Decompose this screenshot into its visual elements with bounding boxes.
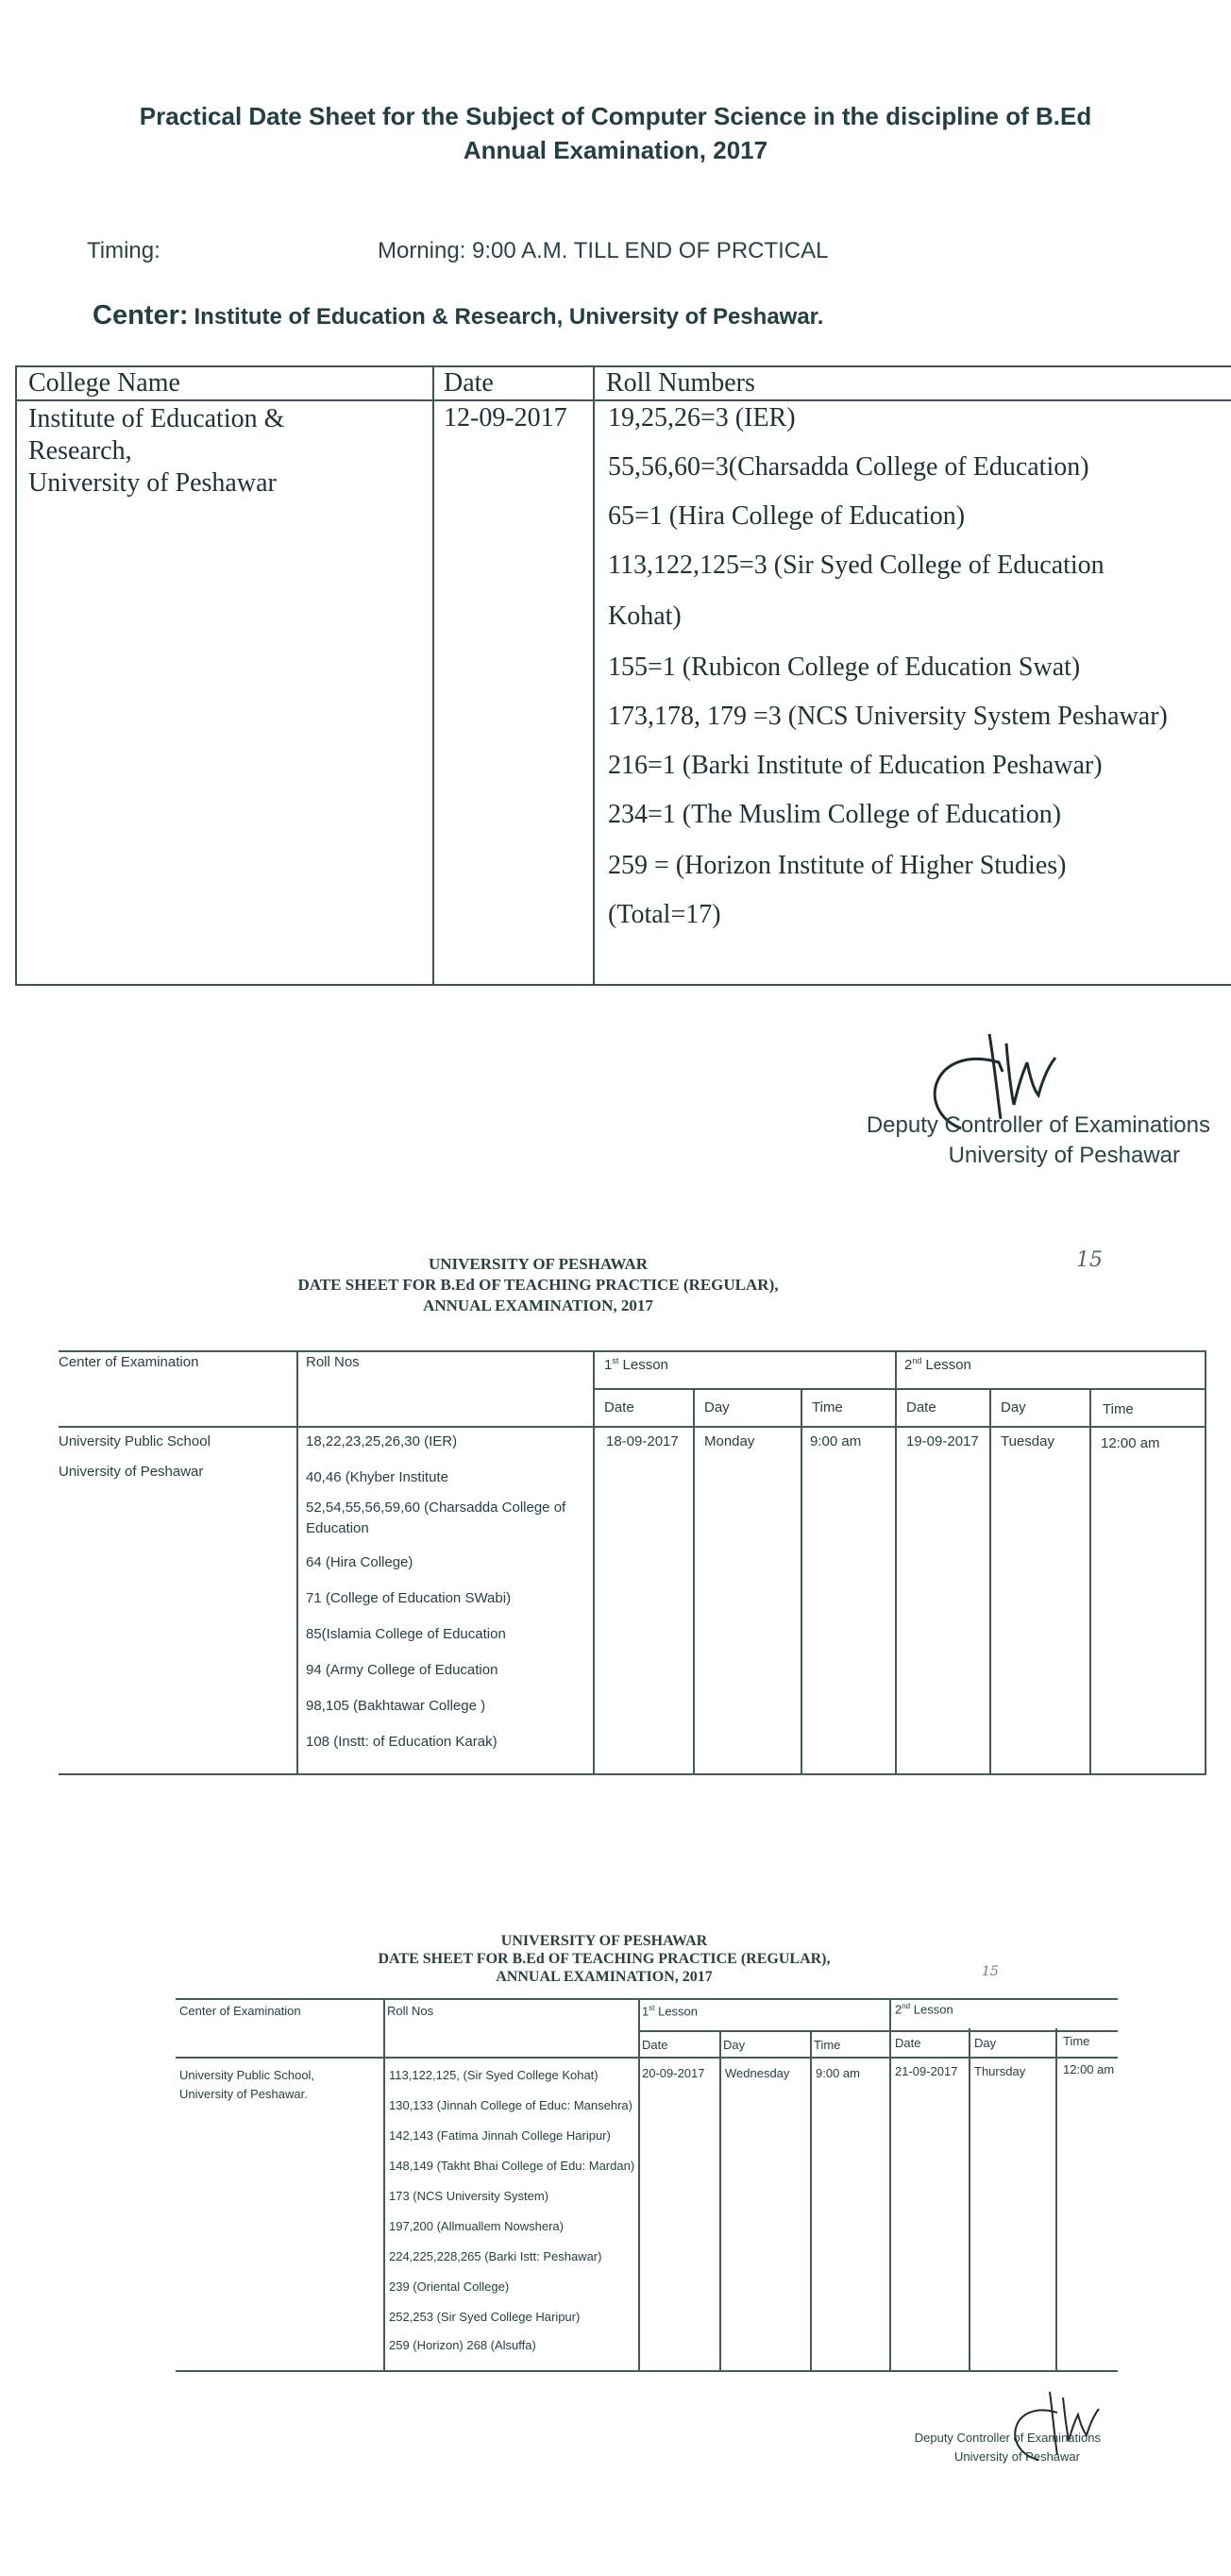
- roll-line: 113,122,125=3 (Sir Syed College of Education: [608, 551, 1105, 580]
- center-name-line: University Public School,: [179, 2068, 315, 2082]
- roll-line: 71 (College of Education SWabi): [306, 1590, 512, 1606]
- subheader-day: Day: [704, 1399, 730, 1415]
- teaching-practice-table-2: [176, 1998, 1118, 2372]
- signatory-organization: University of Peshawar: [954, 2449, 1080, 2464]
- roll-line: 234=1 (The Muslim College of Education): [608, 800, 1062, 829]
- handwritten-note: 15: [982, 1964, 999, 1979]
- center-name-line: University of Peshawar: [59, 1464, 204, 1480]
- roll-line: 259 = (Horizon Institute of Higher Studies): [608, 851, 1067, 880]
- subheader-date: Date: [642, 2038, 668, 2052]
- subheader-time: Time: [1103, 1401, 1134, 1417]
- subheader-time: Time: [812, 1399, 843, 1415]
- table-divider: [693, 1388, 695, 1773]
- table-divider: [176, 2057, 1118, 2059]
- center-name-line: University of Peshawar.: [179, 2087, 308, 2101]
- lesson1-time: 9:00 am: [816, 2066, 860, 2080]
- header-first-lesson: 1st Lesson: [604, 1356, 668, 1373]
- table-divider: [432, 367, 434, 984]
- roll-line: 55,56,60=3(Charsadda College of Education): [608, 452, 1089, 482]
- header-roll-nos: Roll Nos: [306, 1354, 360, 1370]
- roll-line: 52,54,55,56,59,60 (Charsadda College of: [306, 1500, 566, 1516]
- center-value: Institute of Education & Research, University of Peshawar.: [194, 304, 824, 330]
- header-line: DATE SHEET FOR B.Ed OF TEACHING PRACTICE (REGULAR),: [378, 1951, 831, 1967]
- roll-line: Kohat): [608, 602, 682, 631]
- lesson2-date: 21-09-2017: [895, 2064, 958, 2078]
- college-line: University of Peshawar: [28, 468, 277, 498]
- header-center-of-examination: Center of Examination: [179, 2004, 301, 2018]
- table-divider: [1055, 2028, 1057, 2370]
- subheader-time: Time: [814, 2038, 841, 2052]
- header-line: ANNUAL EXAMINATION, 2017: [496, 1969, 713, 1985]
- header-second-lesson: 2nd Lesson: [904, 1356, 971, 1373]
- roll-line: 224,225,228,265 (Barki Istt: Peshawar): [389, 2249, 602, 2263]
- table-divider: [59, 1426, 1205, 1428]
- header-line: DATE SHEET FOR B.Ed OF TEACHING PRACTICE (REGULAR),: [297, 1276, 779, 1294]
- table-divider: [989, 1388, 991, 1773]
- lesson1-date: 20-09-2017: [642, 2066, 705, 2080]
- roll-line: 113,122,125, (Sir Syed College Kohat): [389, 2068, 599, 2082]
- header-roll-numbers: Roll Numbers: [606, 368, 755, 398]
- roll-line: 98,105 (Bakhtawar College ): [306, 1698, 486, 1714]
- lesson1-date: 18-09-2017: [606, 1433, 679, 1449]
- table-divider: [593, 1352, 595, 1773]
- roll-line: 148,149 (Takht Bhai College of Edu: Mardan): [389, 2159, 635, 2173]
- header-center-of-examination: Center of Examination: [59, 1354, 199, 1370]
- subheader-date: Date: [906, 1399, 936, 1415]
- roll-line: (Total=17): [608, 900, 721, 929]
- roll-line: 108 (Instt: of Education Karak): [306, 1734, 497, 1750]
- title-line-1: Practical Date Sheet for the Subject of Computer Science in the discipline of B.Ed: [139, 102, 1092, 130]
- table-divider: [719, 2030, 721, 2370]
- roll-line: 239 (Oriental College): [389, 2279, 510, 2294]
- table-divider: [296, 1352, 298, 1773]
- roll-line: 40,46 (Khyber Institute: [306, 1469, 448, 1485]
- roll-line: 197,200 (Allmuallem Nowshera): [389, 2219, 564, 2233]
- subheader-time: Time: [1063, 2034, 1090, 2048]
- roll-line: 18,22,23,25,26,30 (IER): [306, 1433, 458, 1449]
- table-divider: [638, 2000, 640, 2370]
- table-divider: [889, 2000, 891, 2370]
- subheader-date: Date: [895, 2036, 921, 2050]
- center-name-line: University Public School: [59, 1433, 211, 1449]
- table-divider: [638, 2030, 1118, 2032]
- teaching-practice-header-2: [312, 1932, 897, 1986]
- table-divider: [17, 399, 1231, 401]
- table-divider: [801, 1388, 802, 1773]
- header-roll-nos: Roll Nos: [387, 2004, 434, 2018]
- roll-line: 19,25,26=3 (IER): [608, 403, 796, 432]
- date-cell: 12-09-2017: [444, 403, 567, 432]
- handwritten-note: 15: [1076, 1248, 1103, 1272]
- roll-line: 64 (Hira College): [306, 1554, 413, 1570]
- practical-schedule-table: [15, 365, 1231, 986]
- timing-label: Timing:: [87, 238, 160, 263]
- header-first-lesson: 1st Lesson: [642, 2004, 699, 2019]
- center-line: [93, 300, 823, 331]
- table-divider: [1089, 1388, 1091, 1773]
- subheader-day: Day: [1001, 1399, 1026, 1415]
- roll-line: 173,178, 179 =3 (NCS University System Peshawar): [608, 702, 1168, 731]
- signatory-title: Deputy Controller of Examinations: [866, 1112, 1210, 1138]
- college-line: Institute of Education &: [28, 404, 285, 433]
- roll-line: 252,253 (Sir Syed College Haripur): [389, 2310, 581, 2324]
- lesson1-time: 9:00 am: [810, 1433, 862, 1449]
- roll-line: 259 (Horizon) 268 (Alsuffa): [389, 2338, 536, 2352]
- table-divider: [593, 367, 595, 984]
- lesson2-day: Tuesday: [1001, 1433, 1054, 1449]
- table-divider: [895, 1352, 897, 1773]
- subheader-day: Day: [974, 2036, 997, 2050]
- header-second-lesson: 2nd Lesson: [895, 2002, 953, 2017]
- signature-stroke: [1050, 2392, 1057, 2455]
- title-line-2: Annual Examination, 2017: [463, 136, 768, 164]
- header-line: UNIVERSITY OF PESHAWAR: [500, 1933, 708, 1949]
- header-college-name: College Name: [28, 368, 180, 398]
- roll-line: 130,133 (Jinnah College of Educ: Mansehra): [389, 2098, 632, 2112]
- table-divider: [969, 2028, 970, 2370]
- lesson2-time: 12:00 am: [1101, 1435, 1160, 1451]
- header-date: Date: [444, 368, 494, 398]
- college-line: Research,: [28, 436, 132, 466]
- lesson1-day: Monday: [704, 1433, 755, 1449]
- roll-line: 85(Islamia College of Education: [306, 1626, 506, 1642]
- signatory-organization: University of Peshawar: [948, 1143, 1180, 1168]
- signature-stroke: [989, 1034, 1001, 1119]
- roll-line: 65=1 (Hira College of Education): [608, 501, 966, 531]
- roll-line: 173 (NCS University System): [389, 2189, 549, 2203]
- roll-line: 216=1 (Barki Institute of Education Peshawar): [608, 751, 1103, 780]
- lesson2-day: Thursday: [974, 2064, 1026, 2078]
- header-line: UNIVERSITY OF PESHAWAR: [428, 1255, 649, 1273]
- table-divider: [383, 2000, 385, 2370]
- timing-value: Morning: 9:00 A.M. TILL END OF PRCTICAL: [378, 238, 829, 263]
- subheader-date: Date: [604, 1399, 634, 1415]
- lesson2-time: 12:00 am: [1063, 2062, 1115, 2076]
- teaching-practice-header-1: [198, 1254, 878, 1316]
- lesson2-date: 19-09-2017: [906, 1433, 979, 1449]
- roll-line: 94 (Army College of Education: [306, 1662, 498, 1678]
- roll-line: 142,143 (Fatima Jinnah College Haripur): [389, 2128, 611, 2143]
- roll-line: Education: [306, 1520, 369, 1536]
- signatory-title: Deputy Controller of Examinations: [914, 2431, 1101, 2445]
- subheader-day: Day: [723, 2038, 746, 2052]
- header-line: ANNUAL EXAMINATION, 2017: [423, 1296, 653, 1314]
- college-name-cell: [28, 403, 284, 500]
- table-divider: [593, 1388, 1205, 1390]
- teaching-practice-table-1: [59, 1350, 1206, 1775]
- roll-line: 155=1 (Rubicon College of Education Swat): [608, 652, 1081, 682]
- practical-date-sheet-title: [0, 99, 1231, 167]
- center-label: Center:: [93, 300, 189, 330]
- lesson1-day: Wednesday: [725, 2066, 790, 2080]
- signature-stroke: [1006, 1043, 1055, 1105]
- table-divider: [810, 2030, 812, 2370]
